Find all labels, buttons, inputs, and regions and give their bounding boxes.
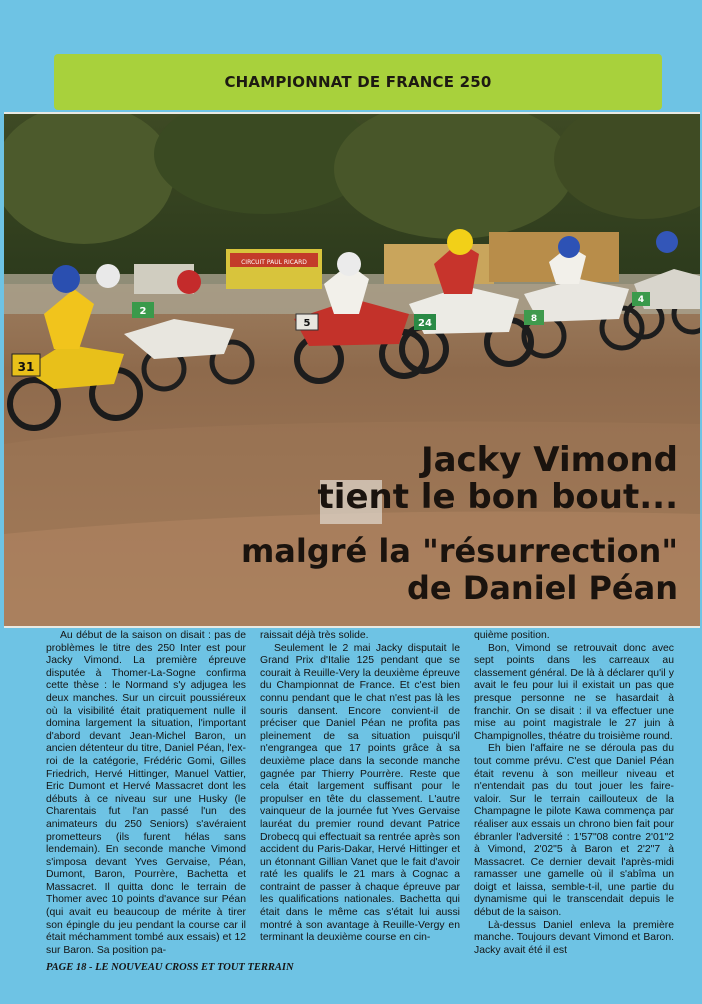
bike-number: 31	[17, 360, 35, 374]
article-body	[46, 630, 674, 960]
page-footer: PAGE 18 - LE NOUVEAU CROSS ET TOUT TERRAIN	[46, 962, 294, 973]
svg-text:4: 4	[637, 295, 645, 305]
article-column-3	[474, 630, 674, 960]
svg-text:2: 2	[139, 306, 147, 317]
headline-line-2: tient le bon bout...	[317, 477, 678, 517]
section-banner	[54, 54, 662, 110]
headline-line-3: malgré la "résurrection"	[240, 532, 678, 570]
article-column-2	[260, 630, 460, 960]
banner-title: CHAMPIONNAT DE FRANCE 250	[224, 73, 492, 91]
article-paragraph: Seulement le 2 mai Jacky disputait le Grand Prix d'Italie 125 pendant que se courait à Reuille-Very la deuxième épreuve du Championnat de France. Et c'est bien connu pendant que le chat n'est pas là les souris dansent. Encore convient-il de préciser que Daniel Péan ne profita pas pleinement de sa situation puisqu'il n'engrangea que 17 points grâce à sa deuxième place dans la seconde manche gagnée par Thierry Pourrère. Reste que cela était largement suffisant pour le propulser en tête du classement. L'autre vainqueur de la journée fut Yves Gervaise lauréat du premier round devant Patrice Drobecq qui effectuait sa rentrée après son accident du Paris-Dakar, Hervé Hittinger et un étonnant Gillian Vanet que le fait d'avoir raté les qualifs le 21 mars à Cognac a contraint de passer à chaque épreuve par les qualifications nationales. Bachetta qui était dans le même cas s'était lui aussi montré à son avantage à Reuille-Vergy en terminant la deuxième course en cin-	[260, 642, 460, 944]
svg-text:5: 5	[303, 318, 311, 329]
svg-text:8: 8	[530, 314, 538, 324]
headline-line-1: Jacky Vimond	[420, 440, 678, 480]
article-paragraph: Eh bien l'affaire ne se déroula pas du tout comme prévu. C'est que Daniel Péan était revenu à son meilleur niveau et n'entendait pas du tout jouer les faire-valoir. Sur le terrain caillouteux de la Champagne le pilote Kawa commença par réaliser aux essais un chrono bien fait pour ébranler l'adversité : 1'57"08 contre 2'01"2 à Vimond, 2'02"5 à Baron et 2'2"7 à Massacret. Ce dernier devait l'après-midi ramasser une gamelle où il s'abîma un doigt et laissa, semble-t-il, une partie du dynamisme qui le transcendait depuis le début de la saison.	[474, 743, 674, 919]
truck-sign-text: CIRCUIT PAUL RICARD	[241, 259, 307, 266]
headline-line-4: de Daniel Péan	[407, 569, 678, 607]
article-paragraph: quième position.	[474, 630, 550, 641]
article-paragraph: raissait déjà très solide.	[260, 630, 369, 641]
article-paragraph: Bon, Vimond se retrouvait donc avec sept points dans les carreaux au classement général. De là à déclarer qu'il y avait le feu pour lui il existait un pas que presque personne ne se hasardait à franchir. On se disait : il va effectuer une mise au point magistrale le 27 juin à Champignolles, théatre du troisième round.	[474, 642, 674, 742]
article-column-1	[46, 630, 246, 960]
article-paragraph: Là-dessus Daniel enleva la première manche. Toujours devant Vimond et Baron. Jacky avait été il est	[474, 919, 674, 956]
article-paragraph: Au début de la saison on disait : pas de problèmes le titre des 250 Inter est pour Jacky Vimond. La première épreuve disputée à Thomer-La-Sogne confirma cette thèse : le Normand s'y adjugea les deux manches. Sur un circuit poussiéreux où la visibilité était pratiquement nulle il domina largement la situation, l'important d'abord devant Jean-Michel Baron, un ancien détenteur du titre, Daniel Péan, l'ex-roi de la catégorie, Frédéric Gomi, Gilles Friedrich, Hervé Hittinger, Manuel Vattier, Eric Dumont et Hervé Massacret dont les débuts à ce niveau sur une Husky (le Charentais fut l'an passé l'un des animateurs du 250 Seniors) s'avéraient prometteurs (ils furent hélas sans lendemain). En seconde manche Vimond s'imposa devant Yves Gervaise, Péan, Dumont, Baron, Pourrère, Bachetta et Massacret. Il quitta donc le terrain de Thomer avec 10 points d'avance sur Péan (qui avait eu beaucoup de mérite à tirer son épingle du jeu pendant la course car il était méchamment tombé aux essais) et 12 sur Baron. Sa position pa-	[46, 630, 246, 956]
svg-text:24: 24	[418, 318, 432, 329]
